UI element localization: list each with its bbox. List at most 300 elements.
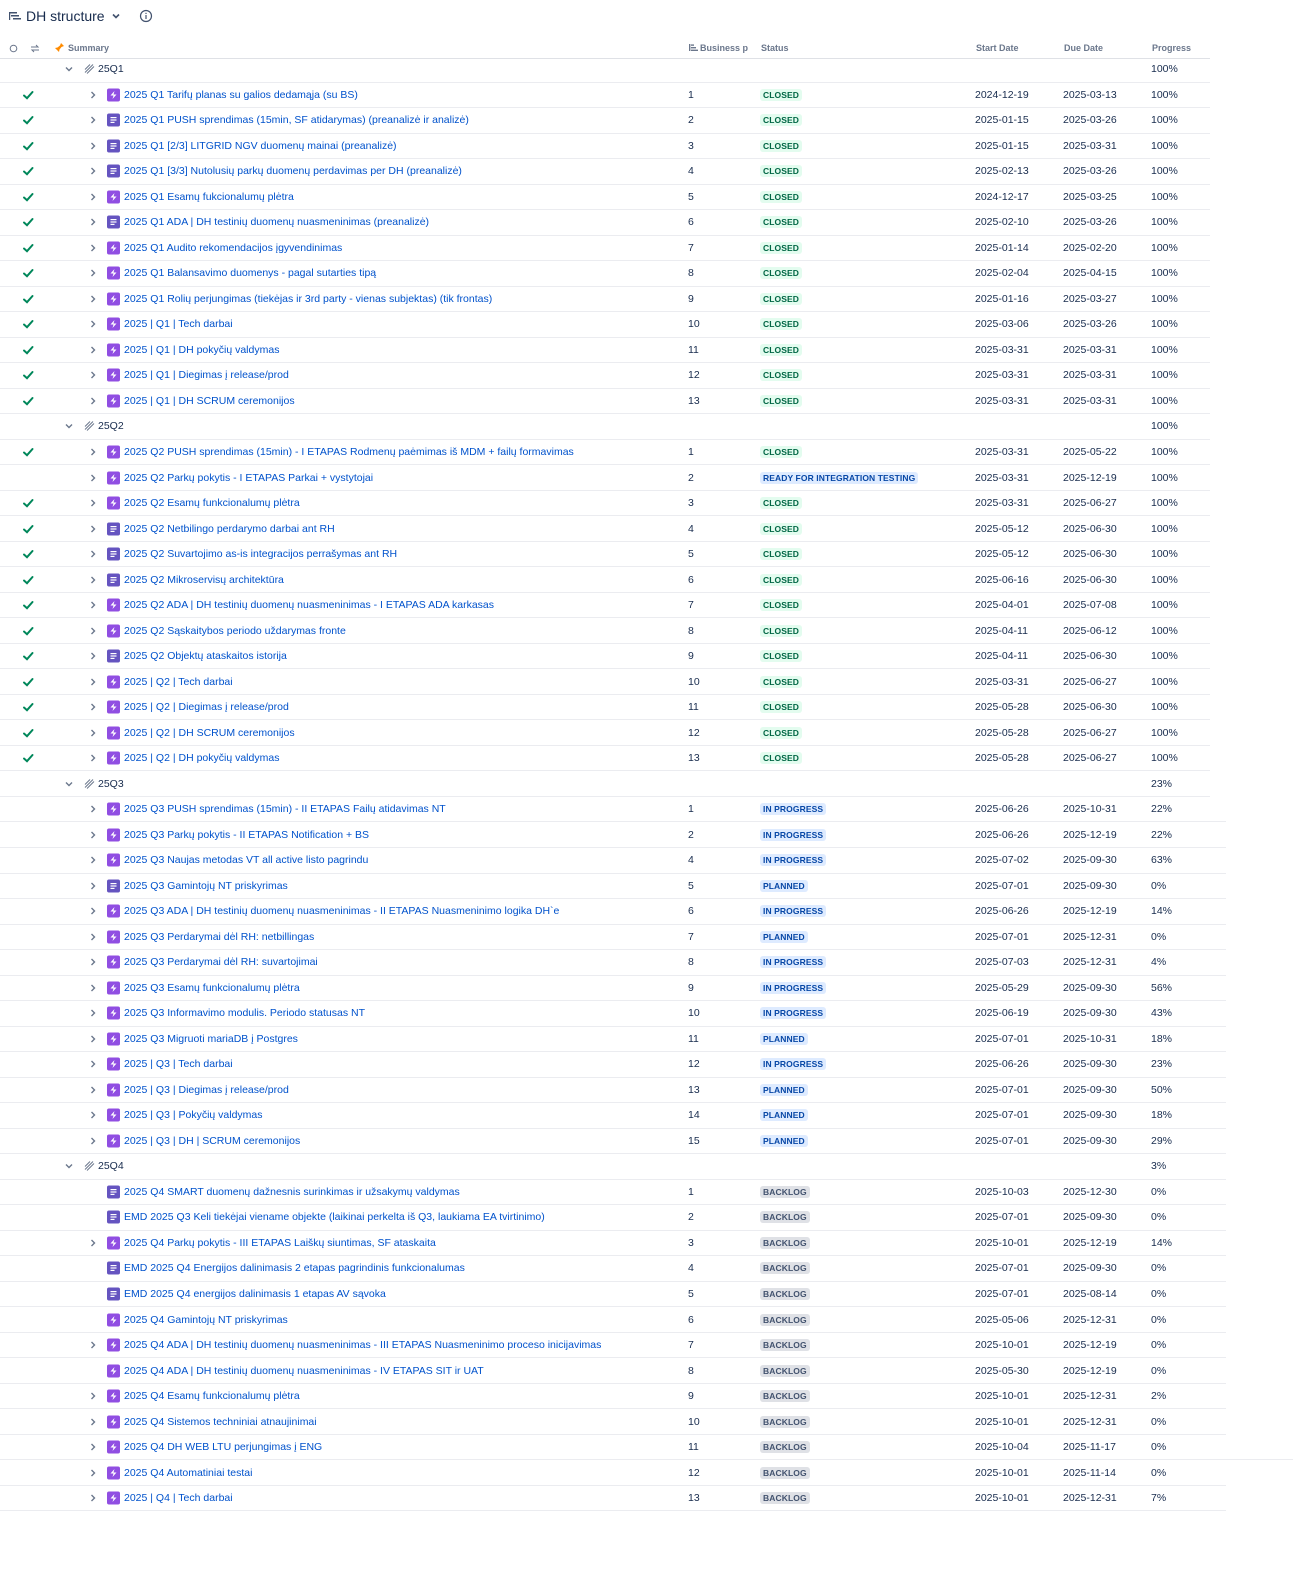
table-row[interactable]: [0, 950, 1226, 976]
chevron-down-icon[interactable]: [64, 1161, 74, 1171]
chevron-right-icon[interactable]: [88, 804, 98, 814]
issue-summary-link[interactable]: 2025 Q3 Perdarymai dėl RH: suvartojimai: [124, 956, 318, 969]
chevron-right-icon[interactable]: [88, 651, 98, 661]
chevron-down-icon[interactable]: [64, 779, 74, 789]
table-row[interactable]: [0, 1358, 1226, 1384]
issue-summary-link[interactable]: 2025 | Q1 | DH pokyčių valdymas: [124, 343, 280, 356]
business-priority-value: 6: [688, 216, 694, 229]
table-row[interactable]: [0, 1409, 1226, 1435]
column-progress[interactable]: Progress: [1152, 43, 1192, 53]
chevron-right-icon[interactable]: [88, 370, 98, 380]
issue-summary-link[interactable]: 2025 | Q4 | Tech darbai: [124, 1492, 233, 1505]
table-row[interactable]: [0, 746, 1210, 772]
chevron-right-icon[interactable]: [88, 345, 98, 355]
table-row[interactable]: [0, 159, 1210, 185]
status-badge[interactable]: CLOSED: [760, 165, 802, 177]
issue-summary-link[interactable]: 2025 Q3 Migruoti mariaDB į Postgres: [124, 1032, 298, 1045]
issue-summary-link[interactable]: 2025 | Q2 | DH SCRUM ceremonijos: [124, 726, 295, 739]
progress-value: 0%: [1151, 930, 1167, 943]
chevron-right-icon[interactable]: [88, 498, 98, 508]
due-date-value: 2025-05-22: [1063, 445, 1117, 458]
progress-value: 100%: [1151, 445, 1178, 458]
business-priority-value: 9: [688, 292, 694, 305]
start-date-value: 2025-06-16: [975, 573, 1029, 586]
table-row[interactable]: [0, 1384, 1226, 1410]
due-date-value: 2025-08-14: [1063, 1288, 1117, 1300]
progress-value: 100%: [1151, 190, 1178, 203]
status-circle-header-icon[interactable]: [9, 44, 18, 55]
chevron-right-icon[interactable]: [88, 983, 98, 993]
story-icon: [107, 1288, 120, 1301]
status-badge[interactable]: IN PROGRESS: [760, 1007, 826, 1019]
chevron-right-icon[interactable]: [88, 1085, 98, 1095]
issue-summary-link[interactable]: 2025 Q1 ADA | DH testinių duomenų nuasmeninimas (preanalizė): [124, 216, 430, 229]
issue-summary-link[interactable]: 2025 Q3 ADA | DH testinių duomenų nuasmeninimas - II ETAPAS Nuasmeninimo logika DH`e: [124, 905, 560, 918]
issue-summary-link[interactable]: EMD 2025 Q3 Keli tiekėjai viename objekte (laikinai perkelta iš Q3, laukiama EA tvirtinimo): [124, 1211, 545, 1224]
status-badge[interactable]: IN PROGRESS: [760, 1058, 826, 1070]
status-badge[interactable]: CLOSED: [760, 242, 802, 254]
issue-summary-link[interactable]: 2025 | Q1 | Diegimas į release/prod: [124, 369, 289, 382]
chevron-right-icon[interactable]: [88, 141, 98, 151]
status-badge[interactable]: CLOSED: [760, 752, 802, 764]
issue-summary-link[interactable]: 2025 Q1 Rolių perjungimas (tiekėjas ir 3rd party - vienas subjektas) (tik frontas): [124, 292, 493, 305]
business-priority-value: 5: [688, 879, 694, 892]
chevron-right-icon[interactable]: [88, 1136, 98, 1146]
status-badge[interactable]: READY FOR INTEGRATION TESTING: [760, 472, 918, 484]
issue-summary-link[interactable]: 2025 Q1 Audito rekomendacijos įgyvendinimas: [124, 241, 343, 254]
chevron-right-icon[interactable]: [88, 830, 98, 840]
group-row[interactable]: [0, 414, 1210, 440]
business-priority-value: 8: [688, 624, 694, 637]
status-badge[interactable]: CLOSED: [760, 89, 802, 101]
table-row[interactable]: [0, 185, 1210, 211]
table-row[interactable]: [0, 1282, 1226, 1308]
table-row[interactable]: [0, 491, 1210, 517]
business-priority-value: 8: [688, 956, 694, 969]
chevron-right-icon[interactable]: [88, 1391, 98, 1401]
issue-summary-link[interactable]: 2025 Q3 Informavimo modulis. Periodo statusas NT: [124, 1007, 366, 1020]
epic-icon: [107, 905, 120, 918]
table-row[interactable]: [0, 363, 1210, 389]
start-date-value: 2025-07-01: [975, 879, 1029, 892]
issue-summary-link[interactable]: 2025 Q3 Perdarymai dėl RH: netbillingas: [124, 930, 315, 943]
issue-summary-link[interactable]: 2025 | Q3 | Pokyčių valdymas: [124, 1109, 263, 1122]
table-row[interactable]: [0, 925, 1226, 951]
table-row[interactable]: [0, 287, 1210, 313]
chevron-right-icon[interactable]: [88, 268, 98, 278]
table-row[interactable]: [0, 1180, 1226, 1206]
epic-icon: [107, 701, 120, 714]
issue-summary-link[interactable]: 2025 Q4 Esamų funkcionalumų plėtra: [124, 1390, 300, 1403]
business-priority-value: 11: [688, 1441, 699, 1454]
business-priority-value: 7: [688, 241, 694, 254]
issue-summary-link[interactable]: 2025 Q2 Objektų ataskaitos istorija: [124, 650, 287, 663]
status-badge[interactable]: CLOSED: [760, 446, 802, 458]
issue-summary-link[interactable]: 2025 Q2 Suvartojimo as-is integracijos perrašymas ant RH: [124, 548, 398, 561]
column-due-date[interactable]: Due Date: [1064, 43, 1104, 53]
table-row[interactable]: [0, 1256, 1226, 1282]
issue-summary-link[interactable]: 2025 Q4 Automatiniai testai: [124, 1466, 253, 1479]
status-badge[interactable]: PLANNED: [760, 1109, 808, 1121]
issue-summary-link[interactable]: 2025 | Q3 | Tech darbai: [124, 1058, 233, 1071]
done-check-icon: [22, 344, 34, 356]
story-icon: [107, 548, 120, 561]
chevron-right-icon[interactable]: [88, 855, 98, 865]
table-row[interactable]: [0, 542, 1210, 568]
structure-title[interactable]: DH structure: [26, 8, 105, 24]
epic-icon: [107, 624, 120, 637]
chevron-right-icon[interactable]: [88, 626, 98, 636]
status-badge[interactable]: PLANNED: [760, 1135, 808, 1147]
status-badge[interactable]: CLOSED: [760, 650, 802, 662]
epic-icon: [107, 930, 120, 943]
progress-value: 100%: [1151, 624, 1178, 637]
chevron-right-icon[interactable]: [88, 396, 98, 406]
start-date-value: 2025-05-06: [975, 1313, 1029, 1326]
status-badge[interactable]: CLOSED: [760, 267, 802, 279]
table-row[interactable]: [0, 210, 1210, 236]
progress-value: 100%: [1151, 752, 1178, 765]
swap-arrows-icon[interactable]: [30, 44, 40, 55]
chevron-right-icon[interactable]: [88, 294, 98, 304]
progress-value: 0%: [1151, 1339, 1167, 1352]
chevron-right-icon[interactable]: [88, 524, 98, 534]
chevron-right-icon[interactable]: [88, 1238, 98, 1248]
status-badge[interactable]: CLOSED: [760, 114, 802, 126]
progress-value: 4%: [1151, 956, 1167, 969]
issue-summary-link[interactable]: 2025 Q1 Esamų fukcionalumų plėtra: [124, 190, 294, 203]
issue-summary-link[interactable]: 2025 Q1 [3/3] Nutolusių parkų duomenų perdavimas per DH (preanalizė): [124, 165, 462, 178]
chevron-right-icon[interactable]: [88, 319, 98, 329]
business-priority-value: 2: [688, 1211, 694, 1224]
chevron-right-icon[interactable]: [88, 1468, 98, 1478]
issue-summary-link[interactable]: 2025 Q2 Esamų funkcionalumų plėtra: [124, 497, 300, 510]
epic-icon: [107, 1313, 120, 1326]
start-date-value: 2025-07-01: [975, 1262, 1029, 1275]
chevron-right-icon[interactable]: [88, 753, 98, 763]
table-row[interactable]: [0, 874, 1226, 900]
start-date-value: 2025-02-04: [975, 267, 1029, 280]
business-priority-value: 11: [688, 1032, 699, 1045]
issue-summary-link[interactable]: 2025 | Q1 | DH SCRUM ceremonijos: [124, 394, 295, 407]
table-row[interactable]: [0, 1486, 1226, 1512]
issue-summary-link[interactable]: 2025 | Q3 | Diegimas į release/prod: [124, 1083, 289, 1096]
table-row[interactable]: [0, 465, 1210, 491]
done-check-icon: [22, 574, 34, 586]
business-priority-value: 2: [688, 828, 694, 841]
group-icon: [84, 778, 95, 789]
table-row[interactable]: [0, 516, 1210, 542]
start-date-value: 2025-07-01: [975, 1109, 1029, 1122]
status-badge[interactable]: CLOSED: [760, 625, 802, 637]
table-row[interactable]: [0, 593, 1210, 619]
issue-summary-link[interactable]: 2025 | Q2 | Diegimas į release/prod: [124, 701, 289, 714]
chevron-right-icon[interactable]: [88, 702, 98, 712]
chevron-right-icon[interactable]: [88, 957, 98, 967]
chevron-down-icon[interactable]: [109, 9, 123, 23]
table-row[interactable]: [0, 899, 1226, 925]
table-row[interactable]: [0, 338, 1210, 364]
table-row[interactable]: [0, 236, 1210, 262]
group-row[interactable]: [0, 771, 1210, 797]
status-badge[interactable]: IN PROGRESS: [760, 854, 826, 866]
issue-summary-link[interactable]: EMD 2025 Q4 energijos dalinimasis 1 etapas AV sąvoka: [124, 1288, 386, 1300]
start-date-value: 2025-06-26: [975, 828, 1029, 841]
start-date-value: 2025-05-28: [975, 726, 1029, 739]
start-date-value: 2025-10-01: [975, 1339, 1029, 1352]
status-badge[interactable]: CLOSED: [760, 395, 802, 407]
business-priority-value: 10: [688, 1415, 700, 1428]
table-row[interactable]: [0, 1052, 1226, 1078]
issue-summary-link[interactable]: 2025 Q3 PUSH sprendimas (15min) - II ETAPAS Failų atidavimas NT: [124, 803, 446, 816]
chevron-right-icon[interactable]: [88, 192, 98, 202]
issue-summary-link[interactable]: 2025 Q2 PUSH sprendimas (15min) - I ETAPAS Rodmenų paėmimas iš MDM + failų formavimas: [124, 445, 574, 458]
column-status[interactable]: Status: [761, 43, 789, 53]
chevron-right-icon[interactable]: [88, 932, 98, 942]
issue-summary-link[interactable]: 2025 Q2 Mikroservisų architektūra: [124, 573, 284, 586]
status-badge[interactable]: BACKLOG: [760, 1441, 810, 1453]
chevron-down-icon[interactable]: [64, 421, 74, 431]
chevron-right-icon[interactable]: [88, 166, 98, 176]
status-badge[interactable]: BACKLOG: [760, 1390, 810, 1402]
table-row[interactable]: [0, 1205, 1226, 1231]
chevron-right-icon[interactable]: [88, 1059, 98, 1069]
info-icon[interactable]: [139, 9, 153, 23]
start-date-value: 2025-06-26: [975, 1058, 1029, 1071]
due-date-value: 2025-12-19: [1063, 1236, 1117, 1249]
chevron-right-icon[interactable]: [88, 473, 98, 483]
progress-value: 18%: [1151, 1032, 1173, 1045]
status-badge[interactable]: CLOSED: [760, 344, 802, 356]
group-row[interactable]: [0, 1154, 1226, 1180]
issue-summary-link[interactable]: EMD 2025 Q4 Energijos dalinimasis 2 etapas pagrindinis funkcionalumas: [124, 1262, 465, 1275]
pin-icon[interactable]: [54, 42, 65, 55]
chevron-right-icon[interactable]: [88, 549, 98, 559]
status-badge[interactable]: PLANNED: [760, 931, 808, 943]
status-badge[interactable]: CLOSED: [760, 523, 802, 535]
due-date-value: 2025-03-26: [1063, 216, 1117, 229]
progress-value: 100%: [1151, 394, 1178, 407]
issue-summary-link[interactable]: 2025 | Q2 | DH pokyčių valdymas: [124, 752, 280, 765]
epic-icon: [107, 394, 120, 407]
status-badge[interactable]: CLOSED: [760, 140, 802, 152]
status-badge[interactable]: CLOSED: [760, 497, 802, 509]
table-row[interactable]: [0, 1460, 1226, 1486]
status-badge[interactable]: BACKLOG: [760, 1492, 810, 1504]
issue-summary-link[interactable]: 2025 Q3 Gamintojų NT priskyrimas: [124, 879, 288, 892]
business-priority-value: 14: [688, 1109, 700, 1122]
status-badge[interactable]: BACKLOG: [760, 1314, 810, 1326]
status-badge[interactable]: BACKLOG: [760, 1211, 810, 1223]
table-row[interactable]: [0, 695, 1210, 721]
status-badge[interactable]: CLOSED: [760, 293, 802, 305]
issue-summary-link[interactable]: 2025 Q2 Netbilingo perdarymo darbai ant RH: [124, 522, 335, 535]
column-business[interactable]: Business p: [700, 43, 749, 53]
issue-summary-link[interactable]: 2025 Q4 SMART duomenų dažnesnis surinkimas ir užsakymų valdymas: [124, 1185, 460, 1198]
table-row[interactable]: [0, 797, 1226, 823]
done-check-icon: [22, 523, 34, 535]
table-row[interactable]: [0, 312, 1210, 338]
start-date-value: 2025-04-11: [975, 624, 1028, 637]
issue-summary-link[interactable]: 2025 Q1 Balansavimo duomenys - pagal sutarties tipą: [124, 267, 377, 280]
table-row[interactable]: [0, 261, 1210, 287]
table-row[interactable]: [0, 108, 1210, 134]
issue-summary-link[interactable]: 2025 Q4 Sistemos techniniai atnaujinimai: [124, 1415, 317, 1428]
table-row[interactable]: [0, 1307, 1226, 1333]
issue-summary-link[interactable]: 2025 Q1 [2/3] LITGRID NGV duomenų mainai (preanalizė): [124, 139, 397, 152]
issue-summary-link[interactable]: 2025 | Q1 | Tech darbai: [124, 318, 233, 331]
status-badge[interactable]: BACKLOG: [760, 1288, 810, 1300]
story-icon: [107, 650, 120, 663]
due-date-value: 2025-06-27: [1063, 497, 1117, 510]
status-badge[interactable]: CLOSED: [760, 676, 802, 688]
status-badge[interactable]: PLANNED: [760, 880, 808, 892]
issue-summary-link[interactable]: 2025 | Q2 | Tech darbai: [124, 675, 233, 688]
table-row[interactable]: [0, 1333, 1226, 1359]
business-priority-value: 12: [688, 1466, 700, 1479]
status-badge[interactable]: CLOSED: [760, 191, 802, 203]
chevron-right-icon[interactable]: [88, 243, 98, 253]
chevron-right-icon[interactable]: [88, 1034, 98, 1044]
status-badge[interactable]: IN PROGRESS: [760, 905, 826, 917]
column-start-date[interactable]: Start Date: [976, 43, 1019, 53]
epic-icon: [107, 292, 120, 305]
table-row[interactable]: [0, 644, 1210, 670]
chevron-right-icon[interactable]: [88, 1340, 98, 1350]
status-badge[interactable]: CLOSED: [760, 369, 802, 381]
table-row[interactable]: [0, 389, 1210, 415]
due-date-value: 2025-03-26: [1063, 165, 1117, 178]
progress-value: 29%: [1151, 1134, 1173, 1147]
table-row[interactable]: [0, 618, 1210, 644]
done-check-icon: [22, 727, 34, 739]
due-date-value: 2025-10-31: [1063, 803, 1117, 816]
status-badge[interactable]: BACKLOG: [760, 1467, 810, 1479]
business-priority-value: 9: [688, 650, 694, 663]
structure-title-bar: [8, 5, 153, 27]
issue-summary-link[interactable]: 2025 Q4 DH WEB LTU perjungimas į ENG: [124, 1441, 323, 1454]
column-summary[interactable]: Summary: [68, 43, 110, 53]
chevron-right-icon[interactable]: [88, 906, 98, 916]
status-badge[interactable]: IN PROGRESS: [760, 956, 826, 968]
business-priority-value: 7: [688, 930, 694, 943]
status-badge[interactable]: CLOSED: [760, 216, 802, 228]
issue-summary-link[interactable]: 2025 Q3 Esamų funkcionalumų plėtra: [124, 981, 300, 994]
table-row[interactable]: [0, 1027, 1226, 1053]
table-row[interactable]: [0, 1435, 1293, 1461]
issue-summary-link[interactable]: 2025 Q4 Parkų pokytis - III ETAPAS Laiškų siuntimas, SF ataskaita: [124, 1236, 436, 1249]
epic-icon: [107, 854, 120, 867]
table-row[interactable]: [0, 822, 1226, 848]
due-date-value: 2025-12-31: [1063, 956, 1117, 969]
epic-icon: [107, 1415, 120, 1428]
status-badge[interactable]: CLOSED: [760, 701, 802, 713]
chevron-right-icon[interactable]: [88, 881, 98, 891]
table-row[interactable]: [0, 134, 1210, 160]
issue-summary-link[interactable]: 2025 Q3 Parkų pokytis - II ETAPAS Notification + BS: [124, 828, 370, 841]
table-row[interactable]: [0, 976, 1226, 1002]
epic-icon: [107, 828, 120, 841]
chevron-right-icon[interactable]: [88, 575, 98, 585]
chevron-right-icon[interactable]: [88, 728, 98, 738]
status-badge[interactable]: CLOSED: [760, 599, 802, 611]
chevron-right-icon[interactable]: [88, 1110, 98, 1120]
progress-value: 100%: [1151, 241, 1178, 254]
table-row[interactable]: [0, 1103, 1226, 1129]
start-date-value: 2025-01-15: [975, 114, 1029, 127]
issue-summary-link[interactable]: 2025 Q2 ADA | DH testinių duomenų nuasmeninimas - I ETAPAS ADA karkasas: [124, 599, 495, 612]
sort-bars-icon[interactable]: [689, 43, 698, 54]
table-row[interactable]: [0, 1078, 1226, 1104]
issue-summary-link[interactable]: 2025 Q1 PUSH sprendimas (15min, SF atidarymas) (preanalizė ir analizė): [124, 114, 469, 127]
issue-summary-link[interactable]: 2025 Q3 Naujas metodas VT all active listo pagrindu: [124, 854, 369, 867]
table-row[interactable]: [0, 440, 1210, 466]
status-badge[interactable]: PLANNED: [760, 1033, 808, 1045]
business-priority-value: 13: [688, 752, 700, 765]
due-date-value: 2025-06-30: [1063, 650, 1117, 663]
chevron-right-icon[interactable]: [88, 1442, 98, 1452]
status-badge[interactable]: PLANNED: [760, 1084, 808, 1096]
chevron-right-icon[interactable]: [88, 677, 98, 687]
chevron-right-icon[interactable]: [88, 217, 98, 227]
table-row[interactable]: [0, 848, 1226, 874]
status-badge[interactable]: IN PROGRESS: [760, 829, 826, 841]
table-row[interactable]: [0, 720, 1210, 746]
status-badge[interactable]: CLOSED: [760, 548, 802, 560]
group-row[interactable]: [0, 57, 1210, 83]
chevron-right-icon[interactable]: [88, 447, 98, 457]
status-badge[interactable]: BACKLOG: [760, 1365, 810, 1377]
status-badge[interactable]: BACKLOG: [760, 1186, 810, 1198]
issue-summary-link[interactable]: 2025 Q4 Gamintojų NT priskyrimas: [124, 1313, 288, 1326]
epic-icon: [107, 318, 120, 331]
story-icon: [107, 139, 120, 152]
issue-summary-link[interactable]: 2025 | Q3 | DH | SCRUM ceremonijos: [124, 1134, 301, 1147]
chevron-right-icon[interactable]: [88, 600, 98, 610]
status-badge[interactable]: CLOSED: [760, 574, 802, 586]
status-badge[interactable]: BACKLOG: [760, 1237, 810, 1249]
status-badge[interactable]: BACKLOG: [760, 1416, 810, 1428]
chevron-down-icon[interactable]: [64, 64, 74, 74]
issue-summary-link[interactable]: 2025 Q2 Parkų pokytis - I ETAPAS Parkai + vystytojai: [124, 471, 374, 484]
business-priority-value: 3: [688, 139, 694, 152]
table-row[interactable]: [0, 1001, 1226, 1027]
table-row[interactable]: [0, 1231, 1226, 1257]
issue-summary-link[interactable]: 2025 Q1 Tarifų planas su galios dedamąja (su BS): [124, 88, 358, 101]
epic-icon: [107, 1032, 120, 1045]
status-badge[interactable]: BACKLOG: [760, 1262, 810, 1274]
issue-summary-link[interactable]: 2025 Q4 ADA | DH testinių duomenų nuasmeninimas - IV ETAPAS SIT ir UAT: [124, 1364, 484, 1377]
issue-summary-link[interactable]: 2025 Q4 ADA | DH testinių duomenų nuasmeninimas - III ETAPAS Nuasmeninimo proceso inicijavimas: [124, 1339, 602, 1352]
issue-summary-link[interactable]: 2025 Q2 Sąskaitybos periodo uždarymas fronte: [124, 624, 346, 637]
chevron-right-icon[interactable]: [88, 1493, 98, 1503]
status-badge[interactable]: IN PROGRESS: [760, 803, 826, 815]
chevron-right-icon[interactable]: [88, 1417, 98, 1427]
table-row[interactable]: [0, 83, 1210, 109]
status-badge[interactable]: BACKLOG: [760, 1339, 810, 1351]
story-icon: [107, 1262, 120, 1275]
chevron-right-icon[interactable]: [88, 90, 98, 100]
table-row[interactable]: [0, 669, 1210, 695]
due-date-value: 2025-09-30: [1063, 1262, 1117, 1275]
table-row[interactable]: [0, 567, 1210, 593]
chevron-right-icon[interactable]: [88, 115, 98, 125]
status-badge[interactable]: CLOSED: [760, 727, 802, 739]
chevron-right-icon[interactable]: [88, 1008, 98, 1018]
table-row[interactable]: [0, 1129, 1226, 1155]
status-badge[interactable]: CLOSED: [760, 318, 802, 330]
status-badge[interactable]: IN PROGRESS: [760, 982, 826, 994]
